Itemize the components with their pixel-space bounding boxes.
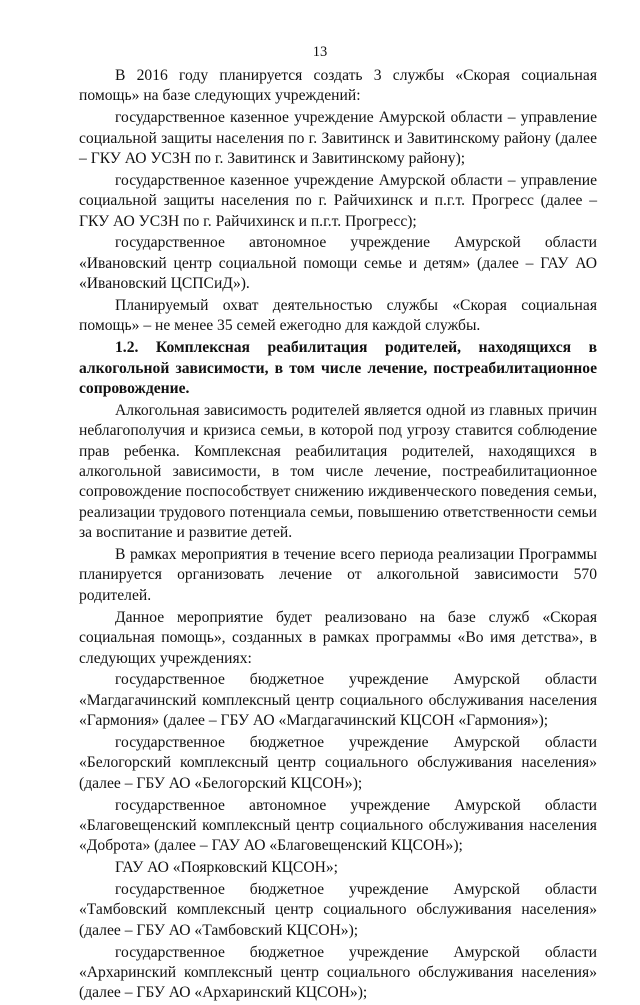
paragraph-institution-poyarkovo: ГАУ АО «Поярковский КЦСОН»;: [115, 859, 338, 877]
paragraph-institution-blagoveshchensk: государственное автономное учреждение Амурской области «Благовещенский комплексный центр социального обслуживания населения «Доброта» (далее – ГАУ АО «Благовещенский КЦСОН»);: [79, 796, 597, 855]
paragraph-institution-belogorsk: государственное бюджетное учреждение Амурской области «Белогорский комплексный центр социального обслуживания населения» (далее – ГБУ АО «Белогорский КЦСОН»);: [79, 733, 597, 792]
paragraph-institution-tambovka: государственное бюджетное учреждение Амурской области «Тамбовский комплексный центр социального обслуживания населения» (далее – ГБУ АО «Тамбовский КЦСОН»);: [79, 880, 597, 939]
paragraph-alcohol-dependence: Алкогольная зависимость родителей является одной из главных причин неблагополучия и кризиса семьи, в которой под угрозу ставится соблюдение прав ребенка. Комплексная реабилитация родителей, находящихся в алкогольной зависимости, в том числе лечение, постреабилитационное сопровождение поспособствует снижению иждивенческого поведения семьи, реализации трудового потенциала семьи, повышению ответственности семьи за воспитание и развитие детей.: [79, 401, 597, 542]
paragraph-institution-raichikhinsk: государственное казенное учреждение Амурской области – управление социальной защиты населения по г. Райчихинск и п.г.т. Прогресс (далее – ГКУ АО УСЗН по г. Райчихинск и п.г.т. Прогресс);: [79, 171, 597, 230]
section-heading: 1.2. Комплексная реабилитация родителей, находящихся в алкогольной зависимости, в том числе лечение, постреабилитационное сопровождение.: [79, 339, 597, 398]
document-body: [79, 66, 597, 1005]
paragraph-institution-ivanovsky: государственное автономное учреждение Амурской области «Ивановский центр социальной помощи семье и детям» (далее – ГАУ АО «Ивановский ЦСПСиД»).: [79, 234, 597, 293]
paragraph-intro: В 2016 году планируется создать 3 службы «Скорая социальная помощь» на базе следующих учреждений:: [79, 67, 597, 105]
page-number: 13: [312, 44, 328, 60]
paragraph-implementation: Данное мероприятие будет реализовано на базе служб «Скорая социальная помощь», созданных в рамках программы «Во имя детства», в следующих учреждениях:: [79, 608, 597, 667]
paragraph-institution-magdagachi: государственное бюджетное учреждение Амурской области «Магдагачинский комплексный центр социального обслуживания населения «Гармония» (далее – ГБУ АО «Магдагачинский КЦСОН «Гармония»);: [79, 671, 597, 730]
paragraph-institution-zavitinsk: государственное казенное учреждение Амурской области – управление социальной защиты населения по г. Завитинск и Завитинскому району (далее – ГКУ АО УСЗН по г. Завитинск и Завитинскому району);: [79, 109, 597, 168]
paragraph-institution-arkhara: государственное бюджетное учреждение Амурской области «Архаринский комплексный центр социального обслуживания населения» (далее – ГБУ АО «Архаринский КЦСОН»);: [79, 943, 597, 1002]
paragraph-treatment-plan: В рамках мероприятия в течение всего периода реализации Программы планируется организовать лечение от алкогольной зависимости 570 родителей.: [79, 546, 597, 604]
paragraph-coverage: Планируемый охват деятельностью службы «Скорая социальная помощь» – не менее 35 семей ежегодно для каждой службы.: [79, 297, 597, 335]
